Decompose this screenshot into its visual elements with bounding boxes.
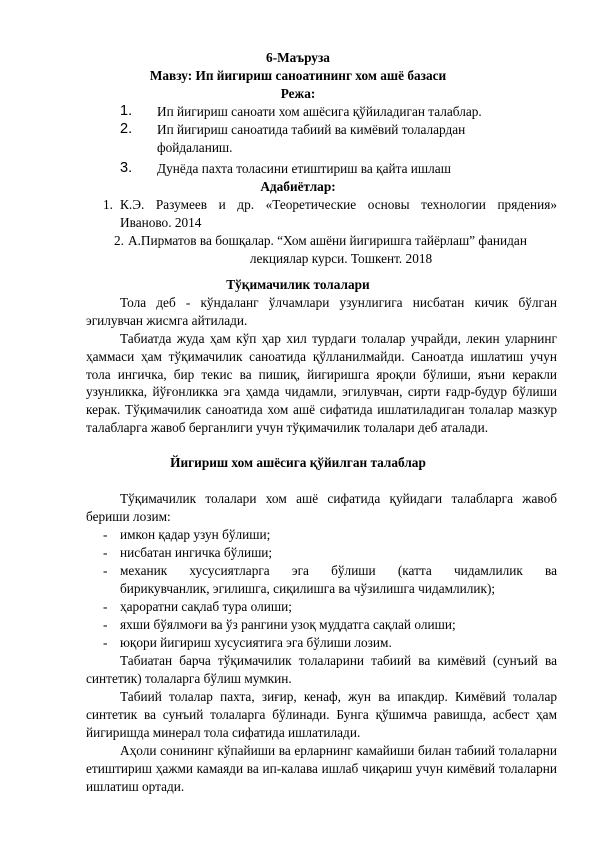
plan-item-text xyxy=(157,121,520,157)
plan-title: Режа: xyxy=(280,86,316,101)
list-item xyxy=(103,544,557,562)
section-title-requirements: Йигириш хом ашёсига қўйилган талаблар xyxy=(170,455,426,470)
word: чидамлилик xyxy=(453,563,523,578)
literature-item xyxy=(114,232,554,268)
literature-item-line xyxy=(120,196,557,214)
word: ва xyxy=(544,563,557,578)
list-item-text-continuation: бирикувчанлик, эгилишга, сиқилишга ва чўзилишга чидамлилик); xyxy=(120,580,496,596)
list-item xyxy=(103,562,557,598)
plan-item-number: 3. xyxy=(120,160,133,176)
word: хусусиятларга xyxy=(189,563,270,578)
list-item xyxy=(103,634,557,652)
list-item-text: юқори йигириш хусусиятига эга бўлиши лозим. xyxy=(120,635,392,650)
list-item xyxy=(103,598,557,616)
dash-bullet-icon: - xyxy=(103,599,108,614)
literature-item-line2: лекциялар курси. Тошкент. 2018 xyxy=(249,250,433,266)
plan-item-number: 2. xyxy=(120,121,133,137)
paragraph-population: Аҳоли сонининг кўпайиши ва ерларнинг камайиши билан табиий толаларни етиштириш ҳажми камаяди ва ип-калава ишлаб чиқариш учун кимёвий толаларни ишлатиш ортади. xyxy=(86,743,557,794)
word: механик xyxy=(120,563,168,578)
literature-item-text: К.Э. Разумеев и др. «Теоретические основы технологии прядения» xyxy=(120,197,557,212)
lecture-topic: Мавзу: Ип йигириш саноатининг хом ашё базаси xyxy=(149,68,447,83)
list-item xyxy=(103,616,557,634)
word: эга xyxy=(291,563,309,578)
literature-item-number: 1. xyxy=(103,197,113,212)
plan-item-text: Ип йигириш саноати хом ашёсига қўйиладиган талаблар. xyxy=(157,104,482,119)
literature-item-line: А.Пирматов ва бошқалар. “Хом ашёни йигиришга тайёрлаш” фанидан xyxy=(128,233,527,248)
list-item-text: ҳароратни сақлаб тура олиши; xyxy=(120,599,292,614)
list-item xyxy=(103,526,557,544)
literature-item xyxy=(103,196,557,232)
dash-bullet-icon: - xyxy=(103,545,108,560)
dash-bullet-icon: - xyxy=(103,527,108,542)
literature-item-line2: Иваново. 2014 xyxy=(120,214,202,230)
paragraph-definition: Тола деб - кўндаланг ўлчамлари узунлигига нисбатан кичик бўлган эгилувчан жисмга айтилади. xyxy=(86,295,557,328)
list-item-text: имкон қадар узун бўлиши; xyxy=(120,527,271,542)
lecture-number: 6-Маъруза xyxy=(266,50,330,65)
literature-title: Адабиётлар: xyxy=(260,179,336,194)
word: бўлиши xyxy=(331,563,376,578)
dash-bullet-icon: - xyxy=(103,635,108,650)
list-item-text xyxy=(120,562,557,580)
paragraph-nature: Табиатда жуда ҳам кўп ҳар хил турдаги толалар учрайди, лекин уларнинг ҳаммаси ҳам тўқимачилик саноатида қўлланилмайди. Саноатда ишлатиш учун тола ингичка, бир текис ва пишиқ, йигиришга яроқли бўлиши, яъни керакли узунликка, йўғонликка эга ҳамда чидамли, эгилувчан, сирти ғадр-будур бўлиши керак. Тўқимачилик саноатида хом ашё сифатида ишлатиладиган толалар мазкур талабларга жавоб берганлиги учун тўқимачилик толалари деб аталади. xyxy=(86,331,557,435)
plan-item-text: Дунёда пахта толасини етиштириш ва қайта ишлаш xyxy=(157,161,451,176)
paragraph-classification: Табиатан барча тўқимачилик толаларини табиий ва кимёвий (сунъий ва синтетик) толаларга бўлиш мумкин. xyxy=(86,653,557,686)
list-item-text: нисбатан ингичка бўлиши; xyxy=(120,545,273,560)
plan-item xyxy=(120,103,540,121)
paragraph-requirements-intro: Тўқимачилик толалари хом ашё сифатида қуйидаги талабларга жавоб бериши лозим: xyxy=(86,491,557,524)
plan-item-text-content: Ип йигириш саноатида табиий ва кимёвий толалардан фойдаланиш. xyxy=(157,122,466,155)
word: (катта xyxy=(397,563,432,578)
paragraph-natural-fibers: Табиий толалар пахта, зиғир, кенаф, жун ва ипакдир. Кимёвий толалар синтетик ва сунъий толаларга бўлинади. Бунга қўшимча равишда, асбест ҳам йигиришда минерал тола сифатида ишлатилади. xyxy=(86,689,557,740)
plan-item xyxy=(120,160,540,178)
dash-bullet-icon: - xyxy=(103,563,108,578)
dash-bullet-icon: - xyxy=(103,617,108,632)
plan-item xyxy=(120,121,520,157)
list-item-text: яхши бўялмоғи ва ўз рангини узоқ муддатга сақлай олиши; xyxy=(120,617,456,632)
literature-item-number: 2. xyxy=(114,233,124,248)
section-title-fibers: Тўқимачилик толалари xyxy=(226,277,370,292)
plan-item-number: 1. xyxy=(120,103,133,119)
